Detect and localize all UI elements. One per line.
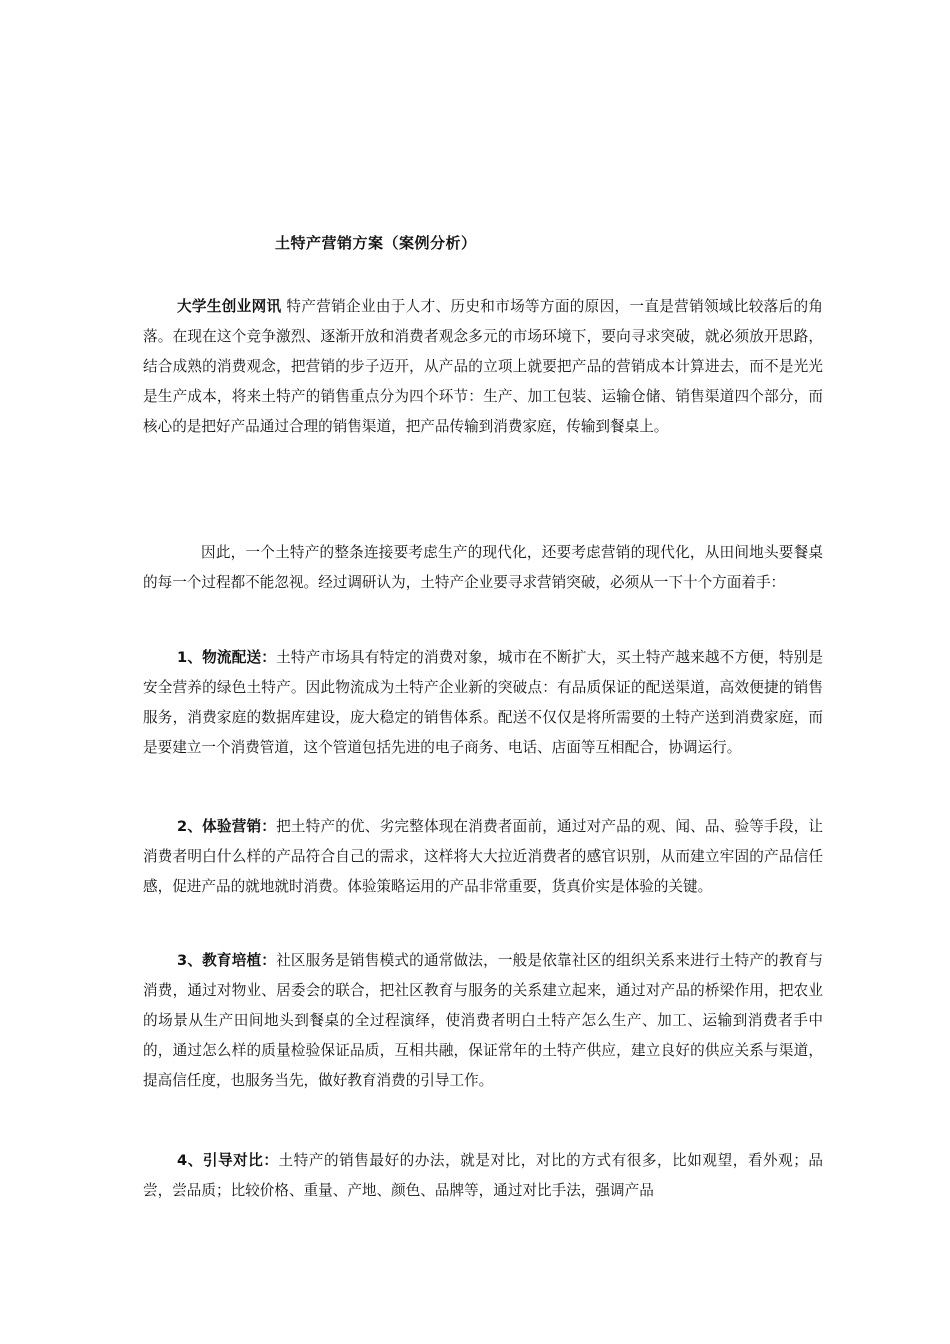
- intro-paragraph: [143, 292, 823, 442]
- list-item: [143, 1146, 823, 1206]
- list-item: [143, 946, 823, 1096]
- document-title: 土特产营销方案（案例分析）: [275, 234, 477, 252]
- list-item: [143, 643, 823, 763]
- because-paragraph: 因此，一个土特产的整条连接要考虑生产的现代化，还要考虑营销的现代化，从田间地头要餐桌的每一个过程都不能忽视。经过调研认为，土特产企业要寻求营销突破，必须从一下十个方面着手：: [143, 544, 823, 591]
- item-heading: 3、教育培植：: [177, 952, 277, 969]
- item-text: 社区服务是销售模式的通常做法，一般是依靠社区的组织关系来进行土特产的教育与消费，通过对物业、居委会的联合，把社区教育与服务的关系建立起来，通过对产品的桥梁作用，把农业的场景从生产田间地头到餐桌的全过程演绎，使消费者明白土特产怎么生产、加工、运输到消费者手中的，通过怎么样的质量检验保证品质，互相共融，保证常年的土特产供应，建立良好的供应关系与渠道，提高信任度，也服务当先，做好教育消费的引导工作。: [143, 952, 823, 1089]
- list-item: [143, 812, 823, 902]
- item-heading: 2、体验营销：: [177, 818, 277, 835]
- item-text: 土特产市场具有特定的消费对象，城市在不断扩大，买土特产越来越不方便，特别是安全营养的绿色土特产。因此物流成为土特产企业新的突破点：有品质保证的配送渠道，高效便捷的销售服务，消费家庭的数据库建设，庞大稳定的销售体系。配送不仅仅是将所需要的土特产送到消费家庭，而是要建立一个消费管道，这个管道包括先进的电子商务、电话、店面等互相配合，协调运行。: [143, 649, 823, 756]
- intro-text: 特产营销企业由于人才、历史和市场等方面的原因，一直是营销领域比较落后的角落。在现在这个竞争激烈、逐渐开放和消费者观念多元的市场环境下，要向寻求突破，就必须放开思路，结合成熟的消费观念，把营销的步子迈开，从产品的立项上就要把产品的营销成本计算进去，而不是光光是生产成本，将来土特产的销售重点分为四个环节：生产、加工包装、运输仓储、销售渠道四个部分，而核心的是把好产品通过合理的销售渠道，把产品传输到消费家庭，传输到餐桌上。: [143, 298, 823, 435]
- item-heading: 1、物流配送：: [177, 649, 277, 666]
- item-heading: 4、引导对比：: [177, 1152, 279, 1169]
- item-text: 把土特产的优、劣完整体现在消费者面前，通过对产品的观、闻、品、验等手段，让消费者明白什么样的产品符合自己的需求，这样将大大拉近消费者的感官识别，从而建立牢固的产品信任感，促进产品的就地就时消费。体验策略运用的产品非常重要，货真价实是体验的关键。: [143, 818, 823, 895]
- item-text: 土特产的销售最好的办法，就是对比，对比的方式有很多，比如观望，看外观；品尝，尝品质；比较价格、重量、产地、颜色、品牌等，通过对比手法，强调产品: [143, 1152, 824, 1199]
- intro-source: 大学生创业网讯: [177, 298, 282, 315]
